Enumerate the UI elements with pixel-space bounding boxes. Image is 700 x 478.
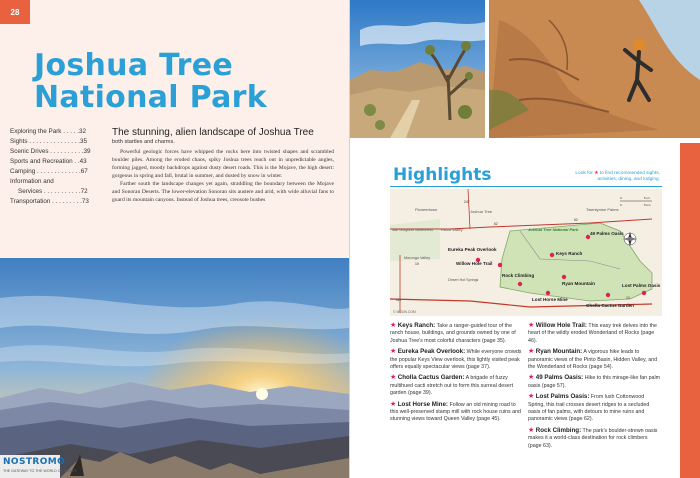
sunset-photo-art <box>0 258 349 478</box>
left-page <box>0 0 349 478</box>
map-credit: © MOON.COM <box>393 310 416 314</box>
intro-text <box>112 127 334 204</box>
rock-climber-photo-art <box>489 0 700 138</box>
map-highway-label: 62 <box>494 222 498 226</box>
joshua-tree-photo <box>350 0 485 138</box>
title-line-2: National Park <box>34 80 267 115</box>
map-highway-label: 247 <box>464 200 470 204</box>
svg-text:5 km: 5 km <box>644 203 651 207</box>
rock-climber-photo <box>489 0 700 138</box>
section-color-tab <box>680 143 700 478</box>
map-town-label: Joshua Tree <box>470 209 493 214</box>
sunset-landscape-photo <box>0 258 349 478</box>
map-highway-label: 10 <box>415 262 419 266</box>
list-item: ★ Ryan Mountain: A vigorous hike leads to panoramic views of the Pinto Basin, Hidden Valley, and the Wonderland of Rocks (page 54). <box>528 348 658 371</box>
joshua-tree-photo-art <box>350 0 485 138</box>
svg-text:Eureka Peak Overlook: Eureka Peak Overlook <box>448 247 497 252</box>
map-highway-label: 111 <box>396 298 402 302</box>
star-icon: ★ <box>528 426 535 434</box>
toc-item[interactable]: Camping . . . . . . . . . . . . .67 <box>10 168 88 175</box>
star-icon: ★ <box>594 171 599 176</box>
map-town-label: Desert Hot Springs <box>448 278 479 282</box>
svg-text:Willow Hole Trail: Willow Hole Trail <box>456 261 493 266</box>
intro-paragraph: Farther south the landscape changes yet again, straddling the boundary between the Mojave and Sonoran Deserts. The lower-elevation Sonoran sits austere and arid, with wide alluvial fans to guard its mountain canyons. Instead of Joshua trees, creosote bushes <box>112 181 334 203</box>
list-item: ★ Eureka Peak Overlook: While everyone crowds the popular Keys View overlook, this lightly visited peak offers equally spectacular views (page 37). <box>390 348 522 371</box>
list-item: ★ Lost Palms Oasis: From lush Cottonwood Spring, this trail crosses desert ridges to a secluded oasis of fan palms, with detours to mine ruins and panoramic views (page 62). <box>528 393 650 423</box>
star-icon: ★ <box>528 348 535 356</box>
map-town-label: Pioneertown <box>415 207 438 212</box>
map-town-label: Twentynine Palms <box>586 207 619 212</box>
highlights-note: Look for ★ to find recommended sights, activities, dining, and lodging. <box>575 171 660 182</box>
toc-item[interactable]: Sports and Recreation . .43 <box>10 158 87 165</box>
park-map-art <box>390 189 662 316</box>
svg-text:0: 0 <box>620 203 622 207</box>
toc-item[interactable]: Exploring the Park . . . . .32 <box>10 128 86 135</box>
map-town-label: Morongo Valley <box>404 256 431 260</box>
map-town-label: Yucca Valley <box>440 227 463 232</box>
park-map <box>390 189 662 316</box>
list-item: ★ Rock Climbing: The park's boulder-strewn oasis makes it a world-class destination for rock climbers (page 63). <box>528 426 658 449</box>
star-icon: ★ <box>528 322 535 329</box>
svg-text:Cholla Cactus Garden: Cholla Cactus Garden <box>586 303 634 308</box>
star-icon: ★ <box>390 400 397 408</box>
list-item: ★ Keys Ranch: Take a ranger-guided tour of the ranch house, buildings, and grounds owned by one of Joshua Tree's most colorful characters (page 35). <box>390 322 516 344</box>
publisher-logo <box>0 455 77 478</box>
star-icon: ★ <box>390 374 397 382</box>
map-park-label: Joshua Tree National Park <box>528 227 579 232</box>
logo-tagline: THE GATEWAY TO THE WORLD OF BOOKS <box>3 469 77 473</box>
svg-text:Ryan Mountain: Ryan Mountain <box>562 281 595 286</box>
highlights-heading: Highlights <box>393 165 492 185</box>
page-number: 28 <box>0 0 30 24</box>
title-line-1: Joshua Tree <box>34 48 233 83</box>
highlights-column-left <box>390 322 524 427</box>
highlights-rule <box>390 186 662 187</box>
list-item: ★ 49 Palms Oasis: Hike to this mirage-like fan palm oasis (page 57). <box>528 374 661 389</box>
toc-item[interactable]: Scenic Drives . . . . . . . . . .39 <box>10 148 91 155</box>
svg-text:Lost Horse Mine: Lost Horse Mine <box>532 297 568 302</box>
svg-text:Keys Ranch: Keys Ranch <box>556 251 583 256</box>
list-item: ★ Cholla Cactus Garden: A brigade of fuzzy multihued cacti stretch out to form this surreal desert garden (page 39). <box>390 374 514 397</box>
star-icon: ★ <box>528 393 535 401</box>
star-icon: ★ <box>528 374 535 382</box>
toc-item[interactable]: Transportation . . . . . . . . .73 <box>10 198 89 205</box>
highlights-column-right <box>528 322 662 453</box>
star-icon: ★ <box>390 322 397 329</box>
map-wilderness-label: San Gorgonio Wilderness <box>392 228 433 232</box>
intro-lead: The stunning, alien landscape of Joshua Tree <box>112 127 314 138</box>
list-item: ★ Lost Horse Mine: Follow an old mining road to this well-preserved stamp mill with rock house ruins and stunning views toward Queen Valley (page 45). <box>390 400 522 423</box>
map-highway-label: 10 <box>626 296 630 300</box>
page-title <box>34 50 267 114</box>
svg-text:Lost Palms Oasis: Lost Palms Oasis <box>622 283 661 288</box>
intro-paragraph: Powerful geologic forces have whipped the rocks here into twisted shapes and scrambled boulder piles. Among the eroded chaos, spiky Joshua trees reach out in unpredictable angles, forming jagged, moody backdrops against dusty desert roads. This is the Mojave, the high desert: gorgeous in spring and fall, brutal in summer, and dusted by snow in winter. <box>112 149 334 179</box>
star-icon: ★ <box>390 348 397 356</box>
logo-wordmark: NOSTROMO <box>3 457 66 467</box>
toc-item[interactable]: Services . . . . . . . . . . .72 <box>18 188 88 195</box>
svg-text:0: 0 <box>620 196 622 200</box>
list-item: ★ Willow Hole Trail: This easy trek delves into the heart of the wildly eroded Wonderland of Rocks (page 46). <box>528 322 657 344</box>
map-highway-label: 62 <box>574 218 578 222</box>
toc-item[interactable]: Information and <box>10 178 54 185</box>
intro-lead-continued: both startles and charms. <box>112 139 175 145</box>
toc-item[interactable]: Sights . . . . . . . . . . . . . . .35 <box>10 138 88 145</box>
svg-text:49 Palms Oasis: 49 Palms Oasis <box>590 231 624 236</box>
table-of-contents <box>10 127 90 207</box>
svg-text:Rock Climbing: Rock Climbing <box>502 273 535 278</box>
svg-text:5 mi: 5 mi <box>644 196 650 200</box>
